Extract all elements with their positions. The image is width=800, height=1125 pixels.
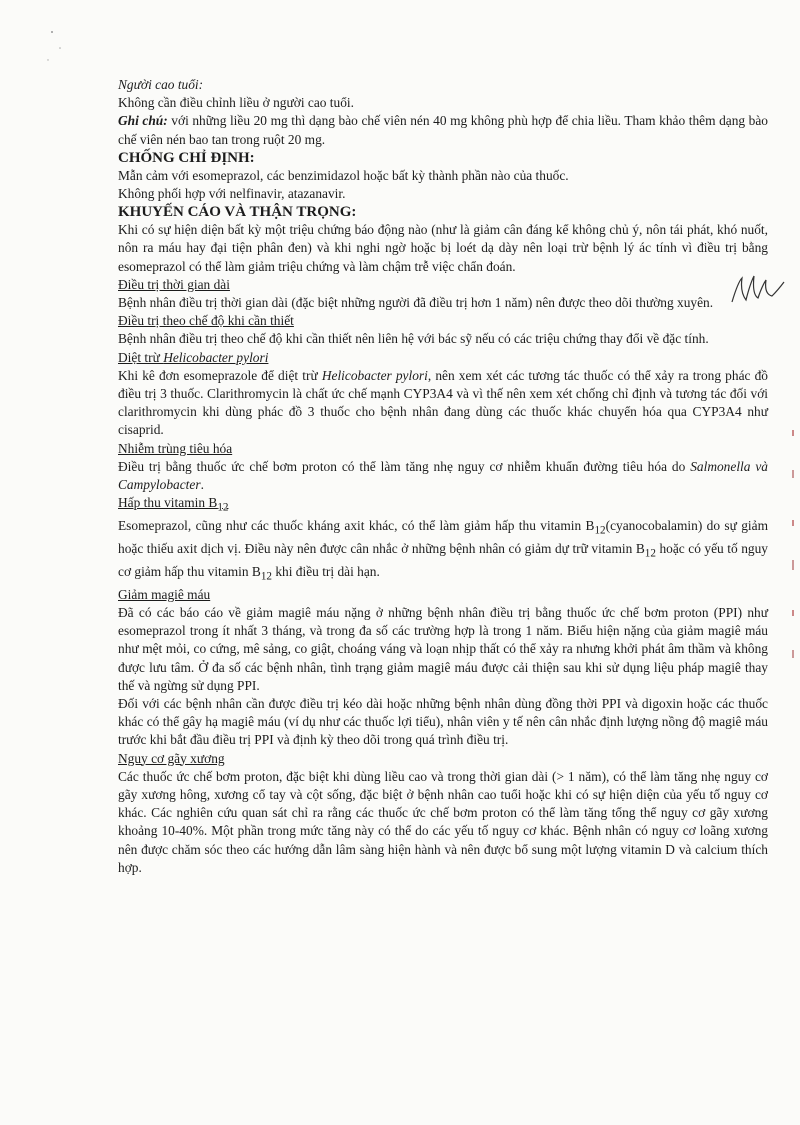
b12-sub-1: 12 <box>594 524 606 537</box>
hp-heading-prefix: Diệt trừ <box>118 349 164 365</box>
warnings-heading: KHUYẾN CÁO VÀ THẬN TRỌNG: <box>118 204 357 221</box>
elderly-heading: Người cao tuổi: <box>118 77 204 92</box>
gi-infection-heading: Nhiễm trùng tiêu hóa <box>118 440 233 456</box>
document-body <box>118 76 768 877</box>
handwritten-signature <box>728 272 788 312</box>
b12-sub-3: 12 <box>260 570 272 583</box>
fracture-text: Các thuốc ức chế bơm proton, đặc biệt khi dùng liều cao và trong thời gian dài (> 1 năm), có thể làm tăng nhẹ nguy cơ gãy xương hông, xương cổ tay và cột sống, đặc biệt ở bệnh nhân cao tuổi hoặc khi có sự hiện diện của yếu tố nguy cơ khác. Các nghiên cứu quan sát chỉ ra rằng các thuốc ức chế bơm proton có thể làm tăng tổng thể nguy cơ gãy xương khoảng 10-40%. Một phần trong mức tăng này có thể do các yếu tố nguy cơ khác. Bệnh nhân có nguy cơ loãng xương nên được chăm sóc theo các hướng dẫn lâm sàng hiện hành và nên được bổ sung một lượng vitamin D và calcium thích hợp. <box>118 768 768 875</box>
b12-heading-text: Hấp thu vitamin B <box>118 495 218 511</box>
b12-text-4: khi điều trị dài hạn. <box>271 563 380 579</box>
note-paragraph <box>118 112 768 148</box>
b12-text-2: (cyanocobalamin) do sự giảm hoặc thiếu axit dịch vị. Điều này nên được cân nhắc ở những bệnh nhân có giảm dự trữ vitamin B <box>118 518 768 557</box>
hp-text-1: Khi kê đơn esomeprazole để diệt trừ <box>118 367 322 383</box>
on-demand-heading: Điều trị theo chế độ khi cần thiết <box>118 313 294 329</box>
b12-text <box>118 517 768 586</box>
magnesium-heading: Giảm magiê máu <box>118 586 211 602</box>
contraindications-heading: CHỐNG CHỈ ĐỊNH: <box>118 149 255 166</box>
warnings-text: Khi có sự hiện diện bất kỳ một triệu chứng báo động nào (như là giảm cân đáng kể không chủ ý, nôn tái phát, khó nuốt, nôn ra máu hay đại tiện phân đen) và khi nghi ngờ hoặc bị loét dạ dày nên loại trừ bệnh lý ác tính vì điều trị bằng esomeprazol có thể làm giảm triệu chứng và làm chậm trễ việc chẩn đoán. <box>118 222 768 274</box>
long-term-heading: Điều trị thời gian dài <box>118 276 230 292</box>
b12-text-1: Esomeprazol, cũng như các thuốc kháng axit khác, có thể làm giảm hấp thu vitamin B <box>118 518 595 534</box>
hp-text <box>118 367 768 440</box>
hp-heading <box>118 349 768 367</box>
b12-heading-sub: 12 <box>217 501 229 514</box>
hp-text-italic: Helicobacter pylori <box>321 367 428 383</box>
b12-text-3: hoặc có yếu tố nguy cơ giảm hấp thu vitamin B <box>118 541 769 579</box>
b12-sub-2: 12 <box>644 547 656 560</box>
magnesium-text-2: Đối với các bệnh nhân cần được điều trị kéo dài hoặc những bệnh nhân dùng đồng thời PPI và digoxin hoặc các thuốc khác có thể gây hạ magiê máu (ví dụ như các thuốc lợi tiểu), nhân viên y tế nên cân nhắc định lượng nồng độ magiê máu trước khi bắt đầu điều trị PPI và định kỳ theo dõi trong quá trình điều trị. <box>118 695 768 748</box>
elderly-text: Không cần điều chỉnh liều ở người cao tuổi. <box>118 95 354 111</box>
gi-text-1: Điều trị bằng thuốc ức chế bơm proton có thể làm tăng nhẹ nguy cơ nhiễm khuẩn đường tiêu hóa do <box>118 458 691 474</box>
note-label: Ghi chú: <box>118 113 168 129</box>
on-demand-text: Bệnh nhân điều trị theo chế độ khi cần thiết nên liên hệ với bác sỹ nếu có các triệu chứng thay đổi về đặc tính. <box>118 331 709 347</box>
scan-margin-marks <box>790 430 798 690</box>
gi-infection-text <box>118 458 768 494</box>
hp-text-2: , nên xem xét các tương tác thuốc có thể xảy ra trong phác đồ điều trị 3 thuốc. Clarithromycin là chất ức chế mạnh CYP3A4 và vì thế nên xem xét chống chỉ định và tương tác đối với clarithromycin khi dùng phác đồ 3 thuốc cho bệnh nhân đang dùng các thuốc khác chuyển hóa qua CYP3A4 như cisaprid. <box>118 367 768 438</box>
gi-text-2: . <box>200 477 204 493</box>
gi-text-italic: Salmonella và Campylobacter <box>118 458 768 493</box>
hp-heading-italic: Helicobacter pylori <box>163 349 269 365</box>
magnesium-text-1: Đã có các báo cáo về giảm magiê máu nặng ở những bệnh nhân điều trị bằng thuốc ức chế bơm proton (PPI) như esomeprazol trong ít nhất 3 tháng, và trong đa số các trường hợp là trong 1 năm. Biểu hiện nặng của giảm magiê máu như mệt mỏi, co cứng, mê sảng, co giật, choáng váng và loạn nhịp thất có thể xảy ra nhưng khởi phát âm thầm và không được lưu tâm. Ở đa số các bệnh nhân, tình trạng giảm magiê máu được cải thiện sau khi sử dụng liệu pháp magiê thay thế và ngừng sử dụng PPI. <box>118 604 768 693</box>
b12-heading <box>118 494 768 517</box>
contraindication-1: Mẫn cảm với esomeprazol, các benzimidazol hoặc bất kỳ thành phần nào của thuốc. <box>118 167 569 183</box>
scan-specks <box>40 20 100 80</box>
note-text: với những liều 20 mg thì dạng bào chế viên nén 40 mg không phù hợp để chia liều. Tham khảo thêm dạng bào chế viên nén bao tan trong ruột 20 mg. <box>118 113 769 147</box>
contraindication-2: Không phối hợp với nelfinavir, atazanavir. <box>118 186 346 202</box>
long-term-text: Bệnh nhân điều trị thời gian dài (đặc biệt những người đã điều trị hơn 1 năm) nên được theo dõi thường xuyên. <box>118 295 714 311</box>
fracture-heading: Nguy cơ gãy xương <box>118 750 225 766</box>
